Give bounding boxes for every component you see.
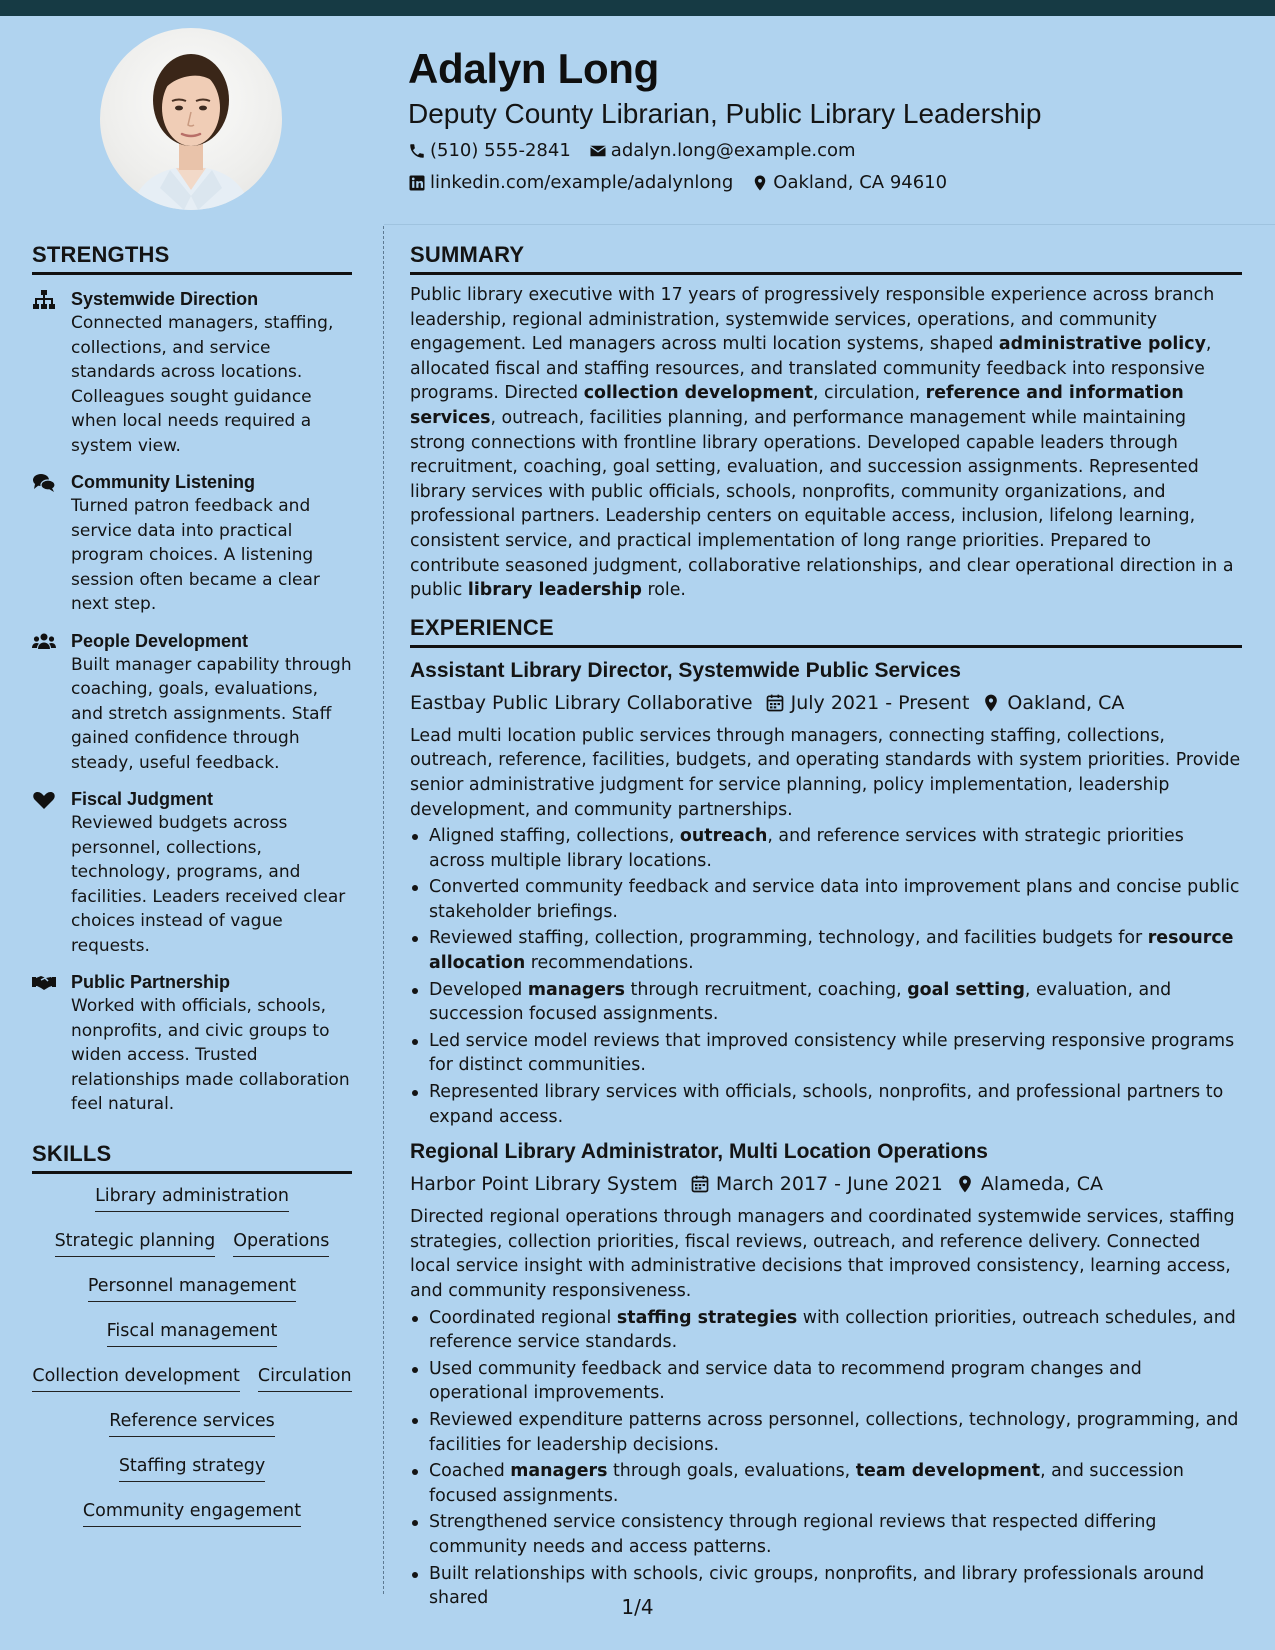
page-number: 1/4 [621, 1595, 654, 1619]
job-bullets [410, 1306, 1242, 1611]
phone-item [408, 136, 571, 166]
job-org: Eastbay Public Library Collaborative [410, 691, 753, 714]
bullet-item [410, 1408, 1242, 1457]
text-run: , and reference services with strategic priorities across multiple library locations. [429, 826, 1184, 871]
strength-item [32, 470, 352, 617]
skill-tag: Reference services [109, 1409, 275, 1437]
handshake-icon [32, 972, 56, 994]
sitemap-icon [32, 289, 56, 311]
bold-keyword: outreach [679, 826, 768, 847]
job-description: Lead multi location public services through managers, connecting staffing, collections, outreach, reference, facilities, budgets, and operating standards with system priorities. Provide senior administrative judgment for service planning, policy implementation, leadership development, and community partnerships. [410, 725, 1241, 820]
skill-row [32, 1364, 352, 1409]
heart-icon [32, 789, 56, 811]
text-run: Coached [429, 1461, 511, 1482]
text-run: Converted community feedback and service data into improvement plans and concise public stakeholder briefings. [429, 877, 1240, 922]
email-link[interactable]: adalyn.long@example.com [610, 140, 856, 161]
text-run: Reviewed staffing, collection, programming, technology, and facilities budgets for [429, 928, 1148, 949]
text-run: recommendations. [525, 953, 694, 974]
strength-name: Systemwide Direction [71, 289, 259, 309]
linkedin-icon [408, 174, 426, 192]
text-run: , circulation, [812, 383, 926, 404]
text-run: Strengthened service consistency through regional reviews that respected differing community needs and access patterns. [429, 1512, 1157, 1557]
bold-keyword: managers [510, 1461, 608, 1482]
strength-name: People Development [71, 630, 249, 651]
summary-heading: SUMMARY [410, 240, 1242, 275]
left-column [32, 240, 352, 1544]
text-run: , and succession focused assignments. [429, 1461, 1184, 1506]
text-run: Public library executive with 17 years of progressively responsible experience across branch leadership, regional administration, systemwide services, operations, and community engagement. Led managers across multi location systems, shaped [410, 285, 1215, 355]
bullet-item [410, 1029, 1242, 1078]
skill-row [32, 1184, 352, 1229]
bold-keyword: managers [527, 979, 626, 1000]
strength-desc: Reviewed budgets across personnel, collections, technology, programs, and facilities. Leaders received clear choices instead of vague requests. [71, 813, 346, 956]
skill-row [32, 1454, 352, 1499]
bold-keyword: reference and information services [410, 383, 1184, 428]
text-run: , evaluation, and succession focused assignments. [429, 979, 1172, 1025]
skill-tag: Staffing strategy [119, 1454, 265, 1482]
text-run: Built relationships with schools, civic groups, nonprofits, and library professionals around shared [429, 1563, 1205, 1609]
skill-tag: Operations [233, 1229, 329, 1257]
linkedin-item[interactable] [408, 168, 733, 198]
job-meta [410, 688, 1242, 718]
job-location: Oakland, CA [1007, 691, 1125, 714]
skill-row [32, 1274, 352, 1319]
job-meta [410, 1169, 1242, 1199]
column-divider [383, 226, 384, 1594]
contact-row-2 [408, 168, 1248, 198]
map-pin-icon [981, 693, 1001, 713]
strength-item [32, 287, 352, 458]
phone-icon [408, 142, 426, 160]
skill-tag: Library administration [95, 1184, 289, 1212]
job-title: Regional Library Administrator, Multi Location Operations [410, 1140, 988, 1164]
bold-keyword: goal setting [907, 979, 1025, 1000]
bold-keyword: administrative policy [998, 334, 1206, 355]
text-run: Reviewed expenditure patterns across personnel, collections, technology, programming, and facilities for leadership decisions. [429, 1409, 1239, 1455]
strength-item [32, 787, 352, 958]
job-entry [410, 656, 1242, 1130]
text-run: through recruitment, coaching, [625, 979, 908, 1000]
skill-tag: Circulation [258, 1364, 352, 1392]
header-separator [384, 224, 1275, 225]
strength-item [32, 629, 352, 776]
strength-desc: Worked with officials, schools, nonprofits, and civic groups to widen access. Trusted relationships made collaboration feel natural. [71, 996, 350, 1114]
contact-row-1 [408, 136, 1248, 166]
profile-photo [100, 28, 282, 210]
text-run: , allocated fiscal and staffing resources, and translated community feedback into responsive programs. Directed [410, 334, 1212, 404]
email-item[interactable] [589, 136, 856, 166]
text-run: Used community feedback and service data to recommend program changes and operational improvements. [429, 1358, 1142, 1404]
strength-desc: Built manager capability through coaching, goals, evaluations, and stretch assignments. Staff gained confidence through steady, useful feedback. [71, 654, 352, 773]
comments-icon [32, 472, 56, 494]
skill-tag: Collection development [32, 1364, 240, 1392]
job-dates: March 2017 - June 2021 [715, 1173, 943, 1196]
bullet-item [410, 1510, 1242, 1559]
map-pin-icon [751, 174, 769, 192]
skill-tag: Strategic planning [55, 1229, 216, 1257]
calendar-icon [765, 693, 785, 713]
skill-row [32, 1409, 352, 1454]
job-title: Assistant Library Director, Systemwide Public Services [410, 658, 961, 682]
top-accent-bar [0, 0, 1275, 16]
job-bullets [410, 824, 1242, 1129]
job-location-item [955, 1169, 1103, 1199]
bullet-item [410, 1080, 1242, 1129]
skill-row [32, 1499, 352, 1544]
envelope-icon [589, 142, 607, 160]
job-dates-item [690, 1169, 943, 1199]
text-run: role. [641, 580, 686, 601]
skill-row [32, 1319, 352, 1364]
bullet-item [410, 1357, 1242, 1406]
strength-desc: Turned patron feedback and service data into practical program choices. A listening session often became a clear next step. [71, 496, 320, 614]
text-run: Led service model reviews that improved consistency while preserving responsive programs for distinct communities. [429, 1030, 1235, 1076]
right-column [410, 240, 1242, 1613]
text-run: Aligned staffing, collections, [429, 826, 680, 847]
text-run: Developed [429, 979, 528, 1000]
skills-heading: SKILLS [32, 1139, 352, 1174]
experience-heading: EXPERIENCE [410, 613, 1242, 648]
bullet-item [410, 926, 1242, 975]
candidate-name: Adalyn Long [408, 45, 660, 92]
text-run: with collection priorities, outreach schedules, and reference service standards. [429, 1307, 1236, 1353]
calendar-icon [690, 1174, 710, 1194]
job-location: Alameda, CA [980, 1173, 1104, 1196]
bullet-item [410, 824, 1242, 873]
strength-name: Public Partnership [71, 972, 231, 992]
location-text: Oakland, CA 94610 [773, 172, 948, 193]
skill-row [32, 1229, 352, 1274]
job-description: Directed regional operations through managers and coordinated systemwide services, staffing strategies, collection priorities, fiscal reviews, outreach, and reference delivery. Connected local service insight with administrative decisions that improved consistency, learning access, and community responsiveness. [410, 1207, 1235, 1301]
text-run: , outreach, facilities planning, and performance management while maintaining strong connections with frontline library operations. Developed capable leaders through recruitment, coaching, goal setting, evaluation, and succession assignments. Represented library services with public officials, schools, nonprofits, community organizations, and professional partners. Leadership centers on equitable access, inclusion, lifelong learning, consistent service, and practical implementation of long range priorities. Prepared to contribute seasoned judgment, collaborative relationships, and clear operational direction in a public [410, 407, 1234, 601]
bullet-item [410, 1459, 1242, 1508]
bold-keyword: resource allocation [429, 928, 1234, 974]
skill-tag: Personnel management [88, 1274, 296, 1302]
job-location-item [981, 688, 1124, 718]
bullet-item [410, 978, 1242, 1027]
users-icon [32, 631, 56, 653]
skills-list [32, 1184, 352, 1544]
bold-keyword: team development [855, 1461, 1041, 1482]
phone-text: (510) 555-2841 [430, 140, 571, 161]
job-dates-item [765, 688, 970, 718]
text-run: Coordinated regional [429, 1307, 617, 1328]
job-entry [410, 1137, 1242, 1611]
resume-header [408, 40, 1248, 198]
text-run: Represented library services with officials, schools, nonprofits, and professional partners to expand access. [429, 1082, 1224, 1127]
candidate-title: Deputy County Librarian, Public Library Leadership [408, 98, 1042, 129]
linkedin-link[interactable]: linkedin.com/example/adalynlong [430, 172, 734, 193]
strength-item [32, 970, 352, 1117]
bold-keyword: collection development [583, 383, 813, 404]
location-item [751, 168, 947, 198]
bold-keyword: staffing strategies [616, 1307, 798, 1328]
bullet-item [410, 875, 1242, 924]
job-dates: July 2021 - Present [790, 691, 970, 714]
summary-text [410, 283, 1242, 603]
strength-name: Fiscal Judgment [71, 789, 214, 809]
strength-desc: Connected managers, staffing, collections, and service standards across locations. Colleagues sought guidance when local needs required a system view. [71, 313, 334, 456]
skill-tag: Fiscal management [107, 1319, 278, 1347]
map-pin-icon [955, 1174, 975, 1194]
bold-keyword: library leadership [467, 580, 642, 601]
bullet-item [410, 1306, 1242, 1355]
strength-name: Community Listening [71, 472, 255, 492]
strengths-heading: STRENGTHS [32, 240, 352, 275]
job-org: Harbor Point Library System [410, 1173, 678, 1196]
skill-tag: Community engagement [83, 1499, 301, 1527]
text-run: through goals, evaluations, [607, 1461, 856, 1482]
